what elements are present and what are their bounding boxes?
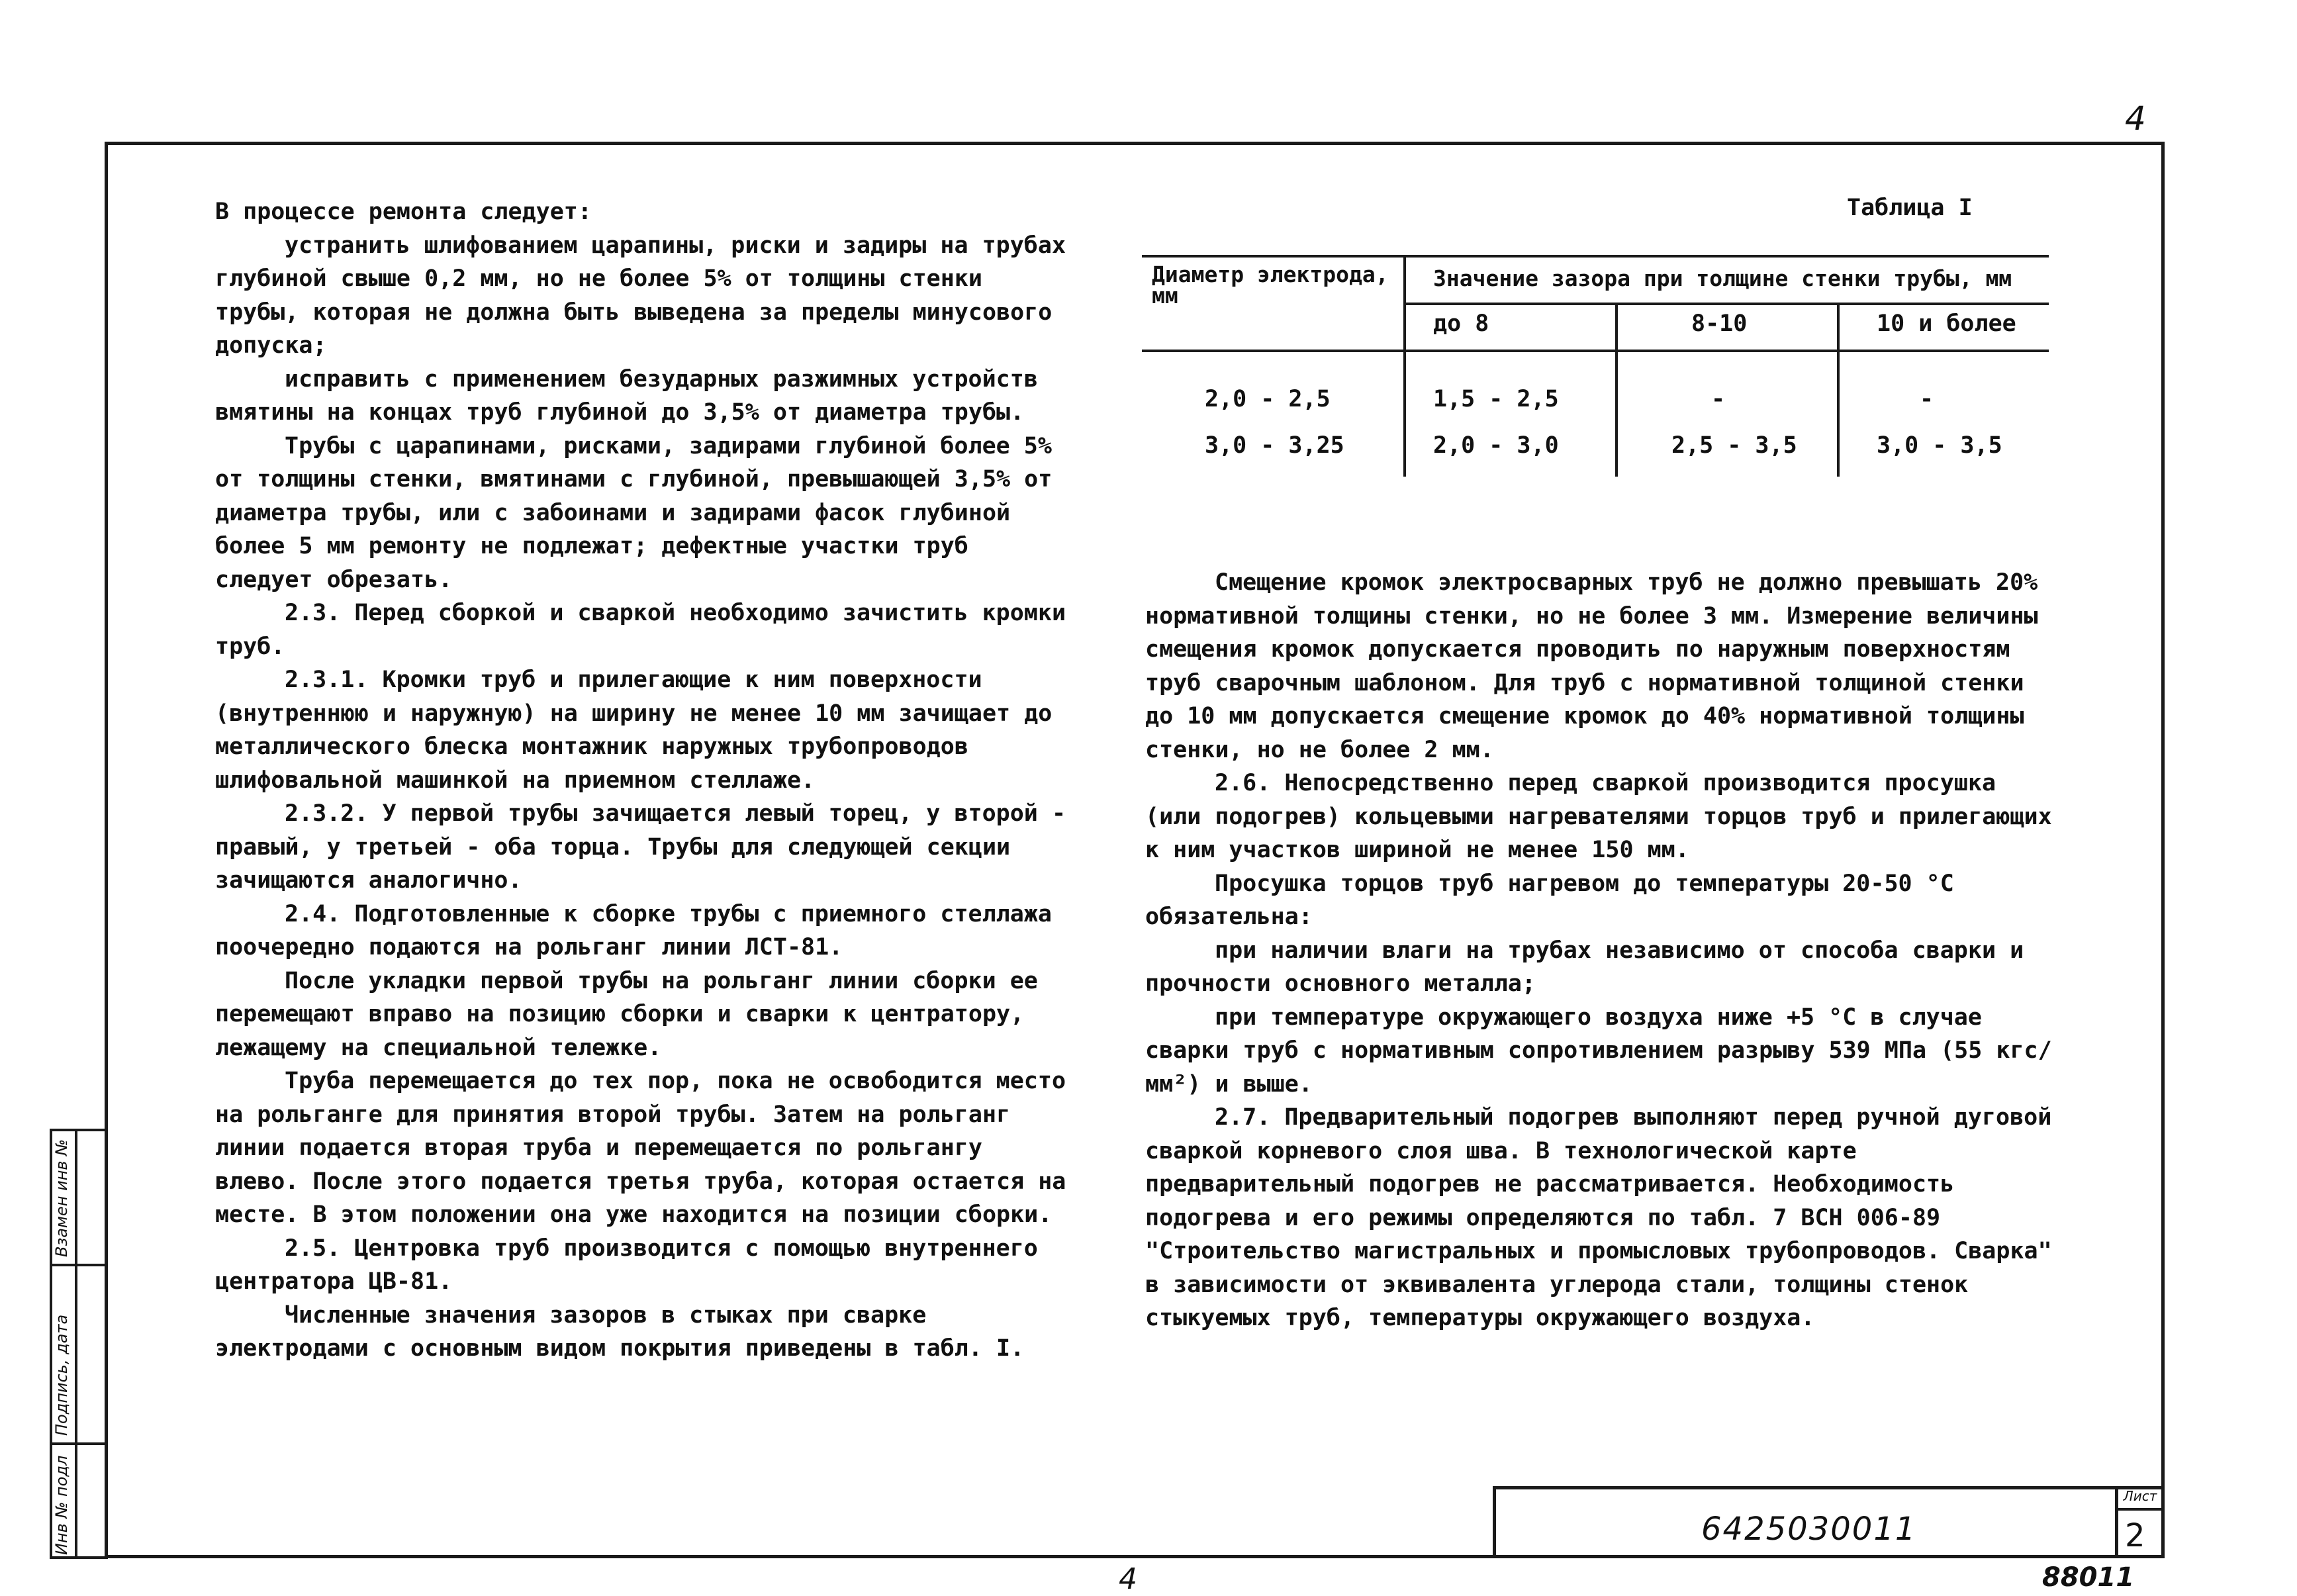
gap-table bbox=[1142, 255, 2055, 480]
cell-r2-c2: 2,0 - 3,0 bbox=[1433, 432, 1559, 459]
corner-page-number: 4 bbox=[2125, 99, 2146, 138]
cell-r2-c4: 3,0 - 3,5 bbox=[1877, 432, 2002, 459]
cell-r2-c3: 2,5 - 3,5 bbox=[1671, 432, 1797, 459]
left-text-column bbox=[215, 195, 1076, 1366]
bottom-page-number: 4 bbox=[1119, 1562, 1137, 1596]
paragraph: После укладки первой трубы на рольганг линии сборки ее перемещают вправо на позицию сборки и сварки к центратору, лежащему на специальной тележке. bbox=[215, 967, 1038, 1061]
paragraph: 2.3. Перед сборкой и сваркой необходимо зачистить кромки труб. bbox=[215, 600, 1066, 660]
paragraph: Просушка торцов труб нагревом до температуры 20-50 °С обязательна: bbox=[1145, 870, 1954, 930]
cell-r1-c1: 2,0 - 2,5 bbox=[1205, 386, 1331, 412]
paragraph: 2.6. Непосредственно перед сваркой производится просушка (или подогрев) кольцевыми нагревателями торцов труб и прилегающих к ним участков шириной не менее 150 мм. bbox=[1145, 770, 2052, 863]
archive-code: 88011 bbox=[2042, 1562, 2135, 1593]
right-text-column bbox=[1145, 566, 2059, 1335]
paragraph: 2.7. Предварительный подогрев выполняют перед ручной дуговой сваркой корневого слоя шва. В технологической карте предварительный подогрев не рассматривается. Необходимость подогрева и его режимы определяются по табл. 7 ВСН 006-89 "Строительство магистральных и промысловых трубопроводов. Сварка" в зависимости от эквивалента углерода стали, толщины стенок стыкуемых труб, температуры окружающего воздуха. bbox=[1145, 1104, 2052, 1331]
paragraph: Трубы с царапинами, рисками, задирами глубиной более 5% от толщины стенки, вмятинами с глубиной, превышающей 3,5% от диаметра трубы, или с забоинами и задирами фасок глубиной более 5 мм ремонту не подлежат; дефектные участки труб следует обрезать. bbox=[215, 432, 1053, 593]
cell-r1-c2: 1,5 - 2,5 bbox=[1433, 386, 1559, 412]
paragraph: исправить с применением безударных разжимных устройств вмятины на концах труб глубиной до 3,5% от диаметра трубы. bbox=[215, 365, 1038, 426]
table-title: Таблица I bbox=[1847, 195, 1973, 221]
side-stamp-divider bbox=[52, 1442, 105, 1445]
table-col-rule bbox=[1615, 303, 1618, 477]
paragraph: 2.3.2. У первой трубы зачищается левый торец, у второй - правый, у третьей - оба торца. Трубы для следующей секции зачищаются аналогично. bbox=[215, 800, 1066, 894]
side-stamp-divider bbox=[52, 1264, 105, 1266]
document-code: 6425030011 bbox=[1701, 1511, 1917, 1548]
paragraph: Труба перемещается до тех пор, пока не освободится место на рольганге для принятия второй трубы. Затем на рольганг линии подается вторая труба и перемещается по рольгангу влево. После этого подается третья труба, которая остается на месте. В этом положении она уже находится на позиции сборки. bbox=[215, 1068, 1066, 1228]
side-label-replace: Взамен инв № bbox=[52, 1139, 71, 1257]
side-label-signature: Подпись, дата bbox=[52, 1314, 71, 1436]
paragraph: устранить шлифованием царапины, риски и задиры на трубах глубиной свыше 0,2 мм, но не более 5% от толщины стенки трубы, которая не должна быть выведена за пределы минусового допуска; bbox=[215, 232, 1066, 359]
header-gap-group: Значение зазора при толщине стенки трубы, мм bbox=[1433, 265, 2012, 291]
paragraph: Численные значения зазоров в стыках при сварке электродами с основным видом покрытия приведены в табл. I. bbox=[215, 1301, 1025, 1362]
side-label-inv: Инв № подл bbox=[52, 1455, 71, 1555]
cell-r1-c3: - bbox=[1711, 386, 1726, 412]
table-top-rule bbox=[1142, 255, 2049, 258]
sheet-number: 2 bbox=[2125, 1517, 2145, 1554]
subheader-1: до 8 bbox=[1433, 310, 1489, 337]
table-header-rule bbox=[1142, 350, 2049, 352]
subheader-2: 8-10 bbox=[1691, 310, 1748, 337]
paragraph: 2.4. Подготовленные к сборке трубы с приемного стеллажа поочередно подаются на рольганг линии ЛСТ-81. bbox=[215, 900, 1052, 961]
cell-r2-c1: 3,0 - 3,25 bbox=[1205, 432, 1344, 459]
paragraph: Смещение кромок электросварных труб не должно превышать 20% нормативной толщины стенки, но не более 3 мм. Измерение величины смещения кромок допускается проводить по наружным поверхностям труб сварочным шаблоном. Для труб с нормативной толщиной стенки до 10 мм допускается смещение кромок до 40% нормативной толщины стенки, но не более 2 мм. bbox=[1145, 569, 2038, 763]
subheader-3: 10 и более bbox=[1877, 310, 2016, 337]
paragraph: 2.3.1. Кромки труб и прилегающие к ним поверхности (внутреннюю и наружную) на ширину не менее 10 мм зачищает до металлического блеска монтажник наружных трубопроводов шлифовальной машинкой на приемном стеллаже. bbox=[215, 667, 1053, 794]
table-col-rule bbox=[1403, 255, 1406, 477]
paragraph: 2.5. Центровка труб производится с помощью внутреннего центратора ЦВ-81. bbox=[215, 1235, 1038, 1295]
paragraph: В процессе ремонта следует: bbox=[215, 199, 592, 225]
table-col-rule bbox=[1837, 303, 1840, 477]
cell-r1-c4: - bbox=[1920, 386, 1934, 412]
header-electrode-diameter: Диаметр электрода, мм bbox=[1152, 261, 1389, 308]
table-sub-rule bbox=[1403, 303, 2049, 305]
side-stamp-divider bbox=[75, 1131, 77, 1556]
side-stamp bbox=[50, 1129, 108, 1559]
sheet-label: Лист bbox=[2118, 1488, 2162, 1511]
paragraph: при наличии влаги на трубах независимо от способа сварки и прочности основного металла; bbox=[1145, 937, 2024, 997]
paragraph: при температуре окружающего воздуха ниже +5 °С в случае сварки труб с нормативным сопротивлением разрыву 539 МПа (55 кгс/мм²) и выше. bbox=[1145, 1004, 2052, 1098]
